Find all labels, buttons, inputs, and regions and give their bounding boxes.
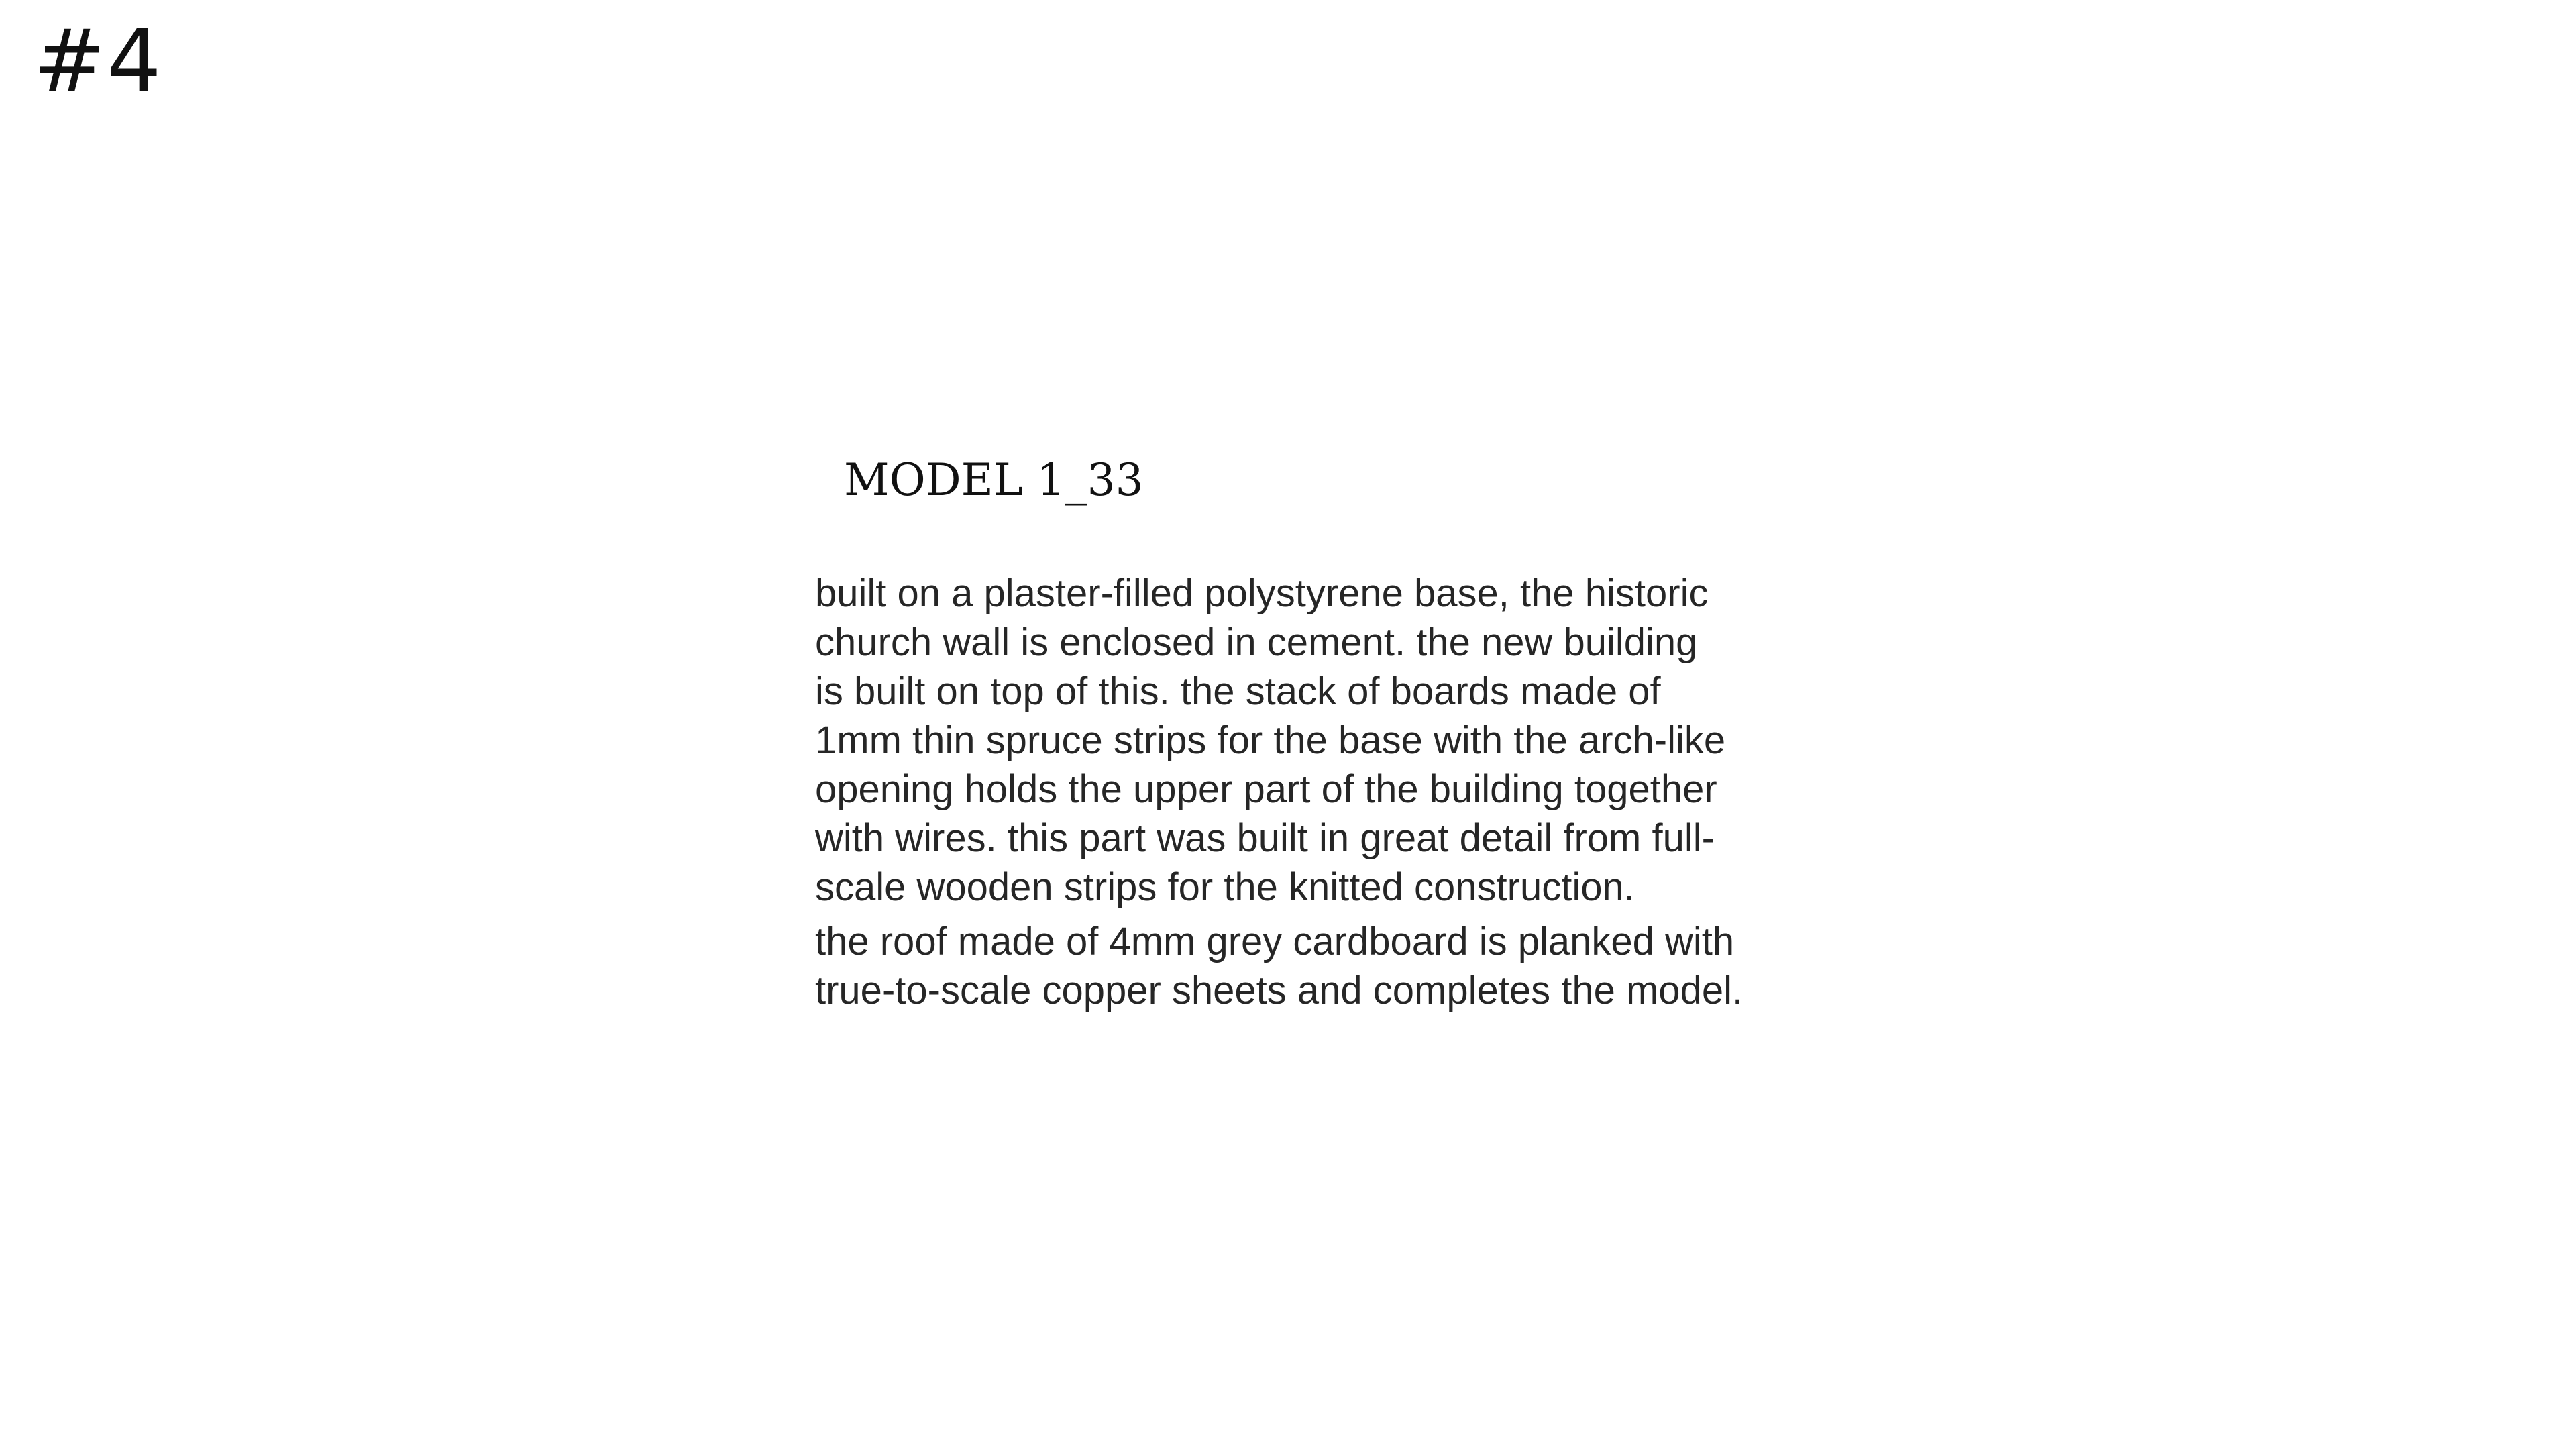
text-line: 1mm thin spruce strips for the base with the arch-like [815,718,1726,762]
paragraph-2 [815,917,1743,1015]
text-line: opening holds the upper part of the building together [815,767,1717,811]
text-line: with wires. this part was built in great detail from full- [815,816,1715,860]
description-text [815,569,1743,1015]
text-line: is built on top of this. the stack of boards made of [815,669,1661,713]
paragraph-1 [815,569,1743,912]
text-line: built on a plaster-filled polystyrene base, the historic [815,572,1709,615]
text-line: church wall is enclosed in cement. the new building [815,621,1698,664]
text-line: scale wooden strips for the knitted construction. [815,865,1635,909]
text-line: the roof made of 4mm grey cardboard is planked with [815,920,1735,963]
text-line: true-to-scale copper sheets and completes the model. [815,969,1743,1012]
page-number: #4 [34,11,163,111]
page-title: MODEL 1_33 [844,454,1144,506]
